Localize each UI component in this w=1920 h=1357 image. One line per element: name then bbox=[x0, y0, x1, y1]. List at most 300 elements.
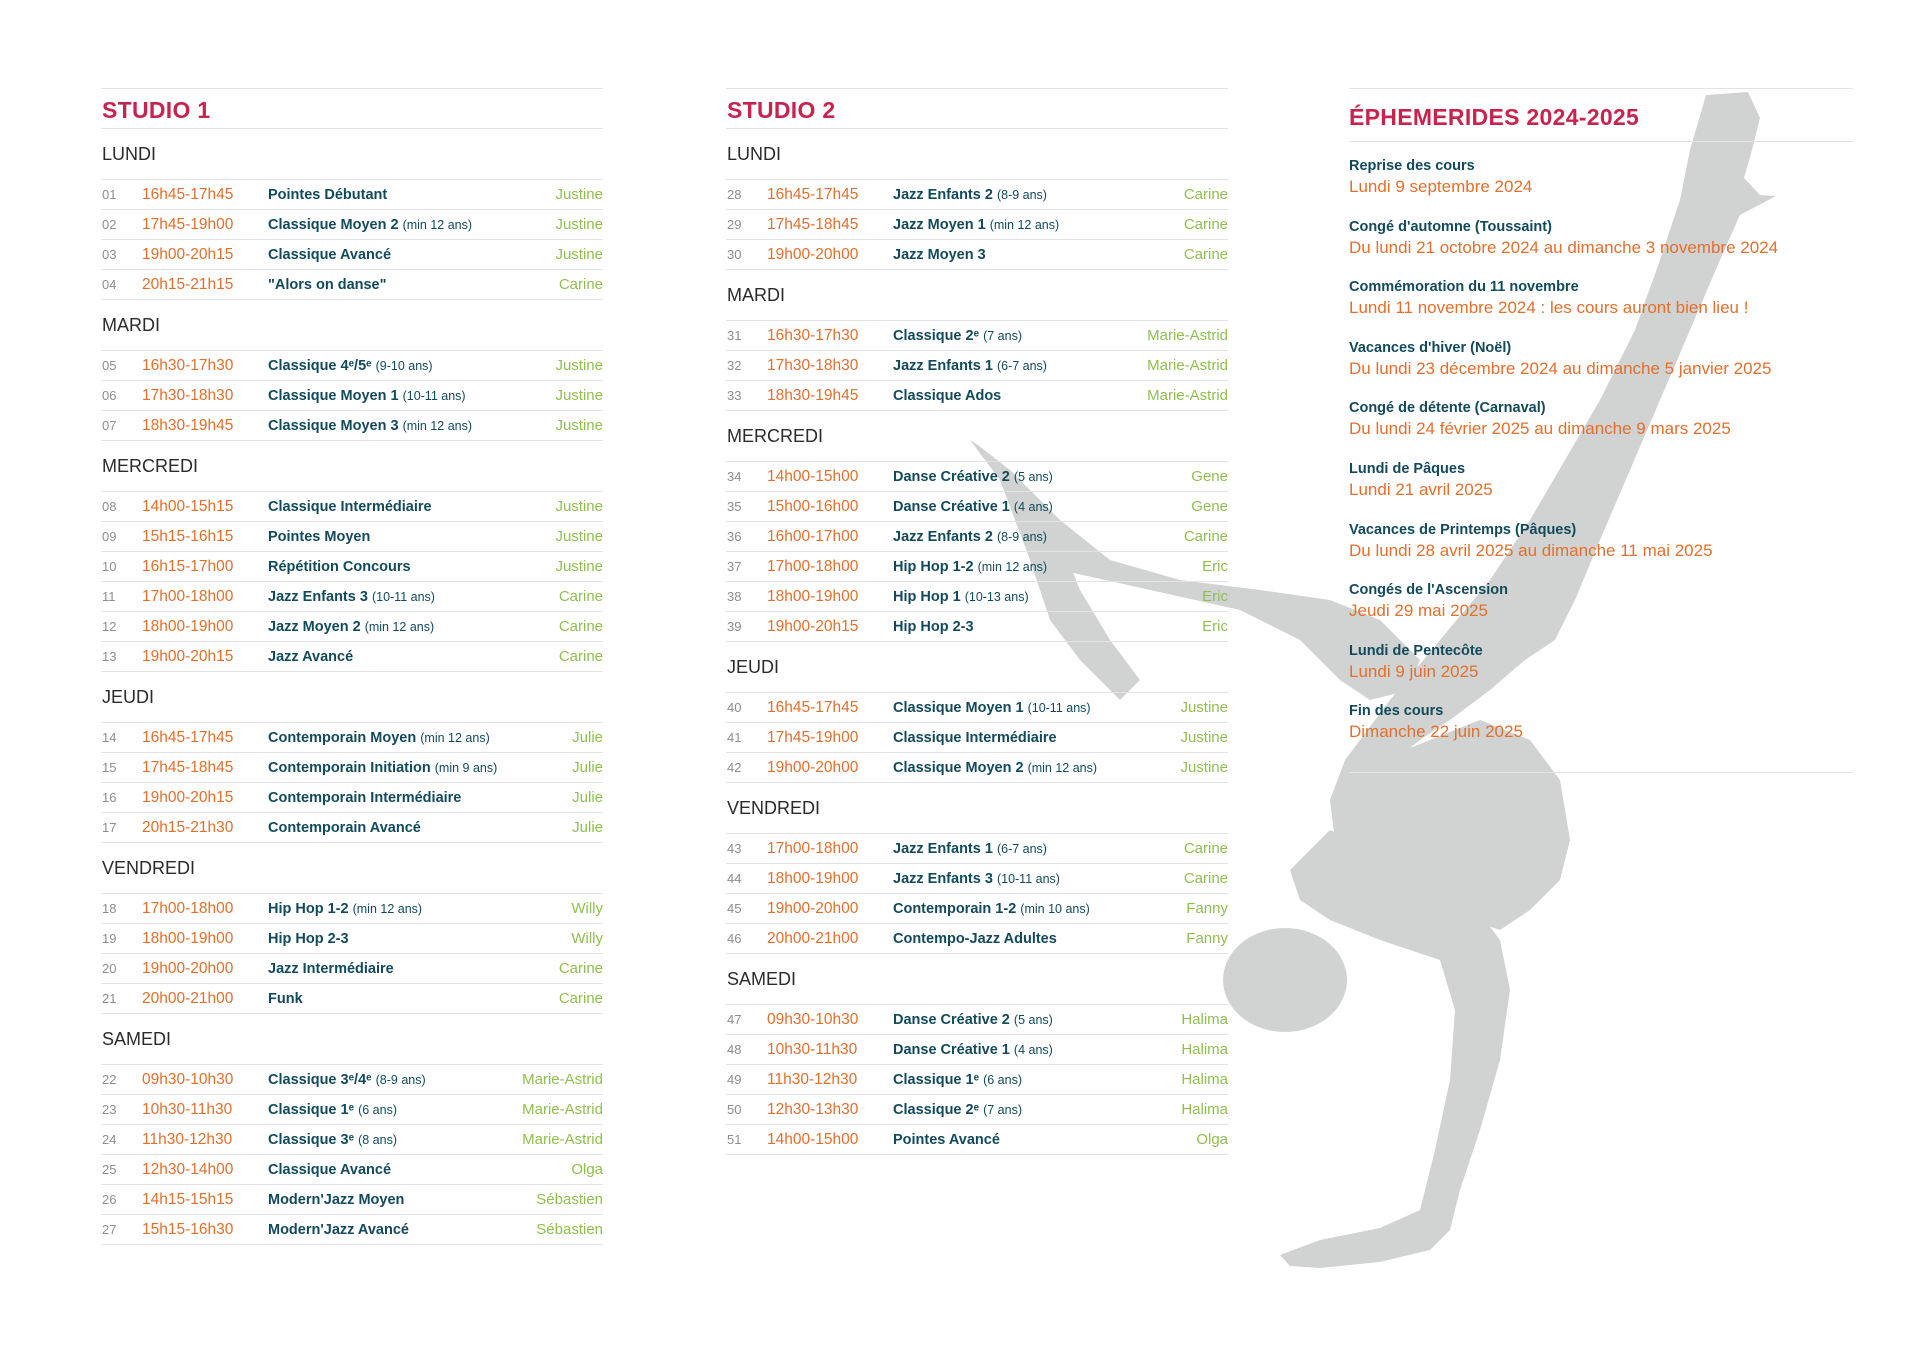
course-time: 19h00-20h00 bbox=[767, 899, 859, 917]
course-teacher: Julie bbox=[572, 819, 603, 836]
course-age: (4 ans) bbox=[1013, 1042, 1053, 1057]
course-name-cell bbox=[893, 559, 1202, 575]
course-age: (5 ans) bbox=[1013, 1012, 1053, 1027]
ephemeride-label: Commémoration du 11 novembre bbox=[1349, 279, 1579, 296]
course-number: 04 bbox=[102, 277, 117, 292]
course-time: 20h15-21h15 bbox=[142, 275, 234, 293]
course-name-cell bbox=[893, 247, 1184, 263]
course-number: 06 bbox=[102, 388, 117, 403]
course-age: (min 12 ans) bbox=[364, 619, 435, 634]
schedule-row bbox=[726, 894, 1228, 924]
schedule-row bbox=[101, 1215, 603, 1245]
course-name-cell bbox=[268, 1072, 522, 1088]
day-heading: LUNDI bbox=[726, 129, 1228, 180]
schedule-row bbox=[101, 180, 603, 210]
course-name-cell bbox=[893, 901, 1186, 917]
day-heading: MARDI bbox=[101, 300, 603, 351]
course-time: 14h00-15h00 bbox=[767, 467, 859, 485]
course-number: 24 bbox=[102, 1132, 117, 1147]
course-name: Contempo-Jazz Adultes bbox=[893, 930, 1057, 947]
course-number: 45 bbox=[727, 901, 742, 916]
course-age: (10-11 ans) bbox=[371, 589, 435, 604]
course-name-cell bbox=[893, 931, 1186, 947]
course-name: Jazz Moyen 2 bbox=[268, 618, 361, 635]
course-number: 27 bbox=[102, 1222, 117, 1237]
schedule-row bbox=[101, 552, 603, 582]
day-heading: JEUDI bbox=[726, 642, 1228, 693]
course-name: Contemporain Moyen bbox=[268, 729, 417, 746]
ephemerides-panel bbox=[1349, 88, 1853, 773]
course-name: Classique 2ᵉ bbox=[893, 327, 980, 344]
course-teacher: Fanny bbox=[1186, 900, 1228, 917]
ephemeride-item bbox=[1349, 701, 1853, 762]
course-time: 20h00-21h00 bbox=[767, 929, 859, 947]
course-age: (6-7 ans) bbox=[996, 358, 1047, 373]
ephemeride-item bbox=[1349, 520, 1853, 581]
course-teacher: Justine bbox=[555, 357, 603, 374]
studio-2-title: STUDIO 2 bbox=[726, 88, 1228, 129]
course-name-cell bbox=[268, 790, 572, 806]
course-time: 10h30-11h30 bbox=[142, 1100, 233, 1118]
course-number: 43 bbox=[727, 841, 742, 856]
course-teacher: Julie bbox=[572, 759, 603, 776]
course-time: 14h00-15h15 bbox=[142, 497, 234, 515]
schedule-row bbox=[101, 894, 603, 924]
course-time: 16h45-17h45 bbox=[142, 185, 234, 203]
course-name: Modern'Jazz Avancé bbox=[268, 1221, 409, 1238]
ephemeride-item bbox=[1349, 277, 1853, 338]
schedule-row bbox=[726, 492, 1228, 522]
ephemeride-item bbox=[1349, 580, 1853, 641]
course-age: (8 ans) bbox=[358, 1132, 397, 1147]
course-name-cell bbox=[893, 328, 1147, 344]
studio-2-days bbox=[726, 129, 1228, 1155]
course-name: Classique Moyen 2 bbox=[268, 216, 399, 233]
course-teacher: Justine bbox=[555, 186, 603, 203]
course-name-cell bbox=[268, 961, 559, 977]
schedule-row bbox=[101, 582, 603, 612]
course-time: 09h30-10h30 bbox=[142, 1070, 234, 1088]
course-name: Jazz Enfants 1 bbox=[893, 357, 993, 374]
course-age: (8-9 ans) bbox=[996, 187, 1047, 202]
schedule-row bbox=[101, 522, 603, 552]
course-name: Répétition Concours bbox=[268, 558, 411, 575]
course-teacher: Marie-Astrid bbox=[522, 1101, 603, 1118]
course-teacher: Justine bbox=[1180, 729, 1228, 746]
ephemeride-date: Jeudi 29 mai 2025 bbox=[1349, 601, 1488, 621]
course-time: 11h30-12h30 bbox=[142, 1130, 233, 1148]
course-time: 17h30-18h30 bbox=[142, 386, 234, 404]
course-number: 30 bbox=[727, 247, 742, 262]
course-name: Classique Moyen 1 bbox=[893, 699, 1024, 716]
course-age: (min 9 ans) bbox=[434, 760, 498, 775]
course-name-cell bbox=[268, 388, 555, 404]
schedule-row bbox=[726, 351, 1228, 381]
course-number: 25 bbox=[102, 1162, 117, 1177]
schedule-row bbox=[726, 924, 1228, 954]
course-name-cell bbox=[268, 991, 559, 1007]
course-age: (min 10 ans) bbox=[1020, 901, 1090, 916]
course-name: "Alors on danse" bbox=[268, 276, 387, 293]
course-number: 09 bbox=[102, 529, 117, 544]
course-number: 22 bbox=[102, 1072, 117, 1087]
course-teacher: Justine bbox=[555, 498, 603, 515]
course-number: 26 bbox=[102, 1192, 117, 1207]
course-age: (10-11 ans) bbox=[1027, 700, 1091, 715]
course-teacher: Carine bbox=[558, 276, 603, 293]
course-number: 20 bbox=[102, 961, 117, 976]
ephemeride-date: Du lundi 24 février 2025 au dimanche 9 mars 2025 bbox=[1349, 419, 1731, 439]
course-number: 40 bbox=[727, 700, 742, 715]
course-teacher: Halima bbox=[1181, 1011, 1228, 1028]
course-teacher: Justine bbox=[555, 417, 603, 434]
course-teacher: Sébastien bbox=[536, 1221, 603, 1238]
schedule-row bbox=[101, 1095, 603, 1125]
course-teacher: Marie-Astrid bbox=[522, 1131, 603, 1148]
schedule-row bbox=[726, 1005, 1228, 1035]
course-name-cell bbox=[268, 529, 555, 545]
course-name: Jazz Intermédiaire bbox=[268, 960, 394, 977]
course-age: (min 12 ans) bbox=[1027, 760, 1098, 775]
course-teacher: Carine bbox=[558, 648, 603, 665]
ephemeride-label: Vacances de Printemps (Pâques) bbox=[1349, 521, 1577, 538]
schedule-row bbox=[101, 240, 603, 270]
course-time: 19h00-20h15 bbox=[142, 245, 234, 263]
schedule-row bbox=[726, 210, 1228, 240]
course-age: (min 12 ans) bbox=[402, 418, 473, 433]
course-name: Hip Hop 2-3 bbox=[893, 618, 974, 635]
course-time: 11h30-12h30 bbox=[767, 1070, 858, 1088]
course-teacher: Carine bbox=[558, 588, 603, 605]
course-teacher: Carine bbox=[1183, 870, 1228, 887]
course-number: 29 bbox=[727, 217, 742, 232]
course-time: 09h30-10h30 bbox=[767, 1010, 859, 1028]
course-number: 49 bbox=[727, 1072, 742, 1087]
course-name: Contemporain 1-2 bbox=[893, 900, 1017, 917]
course-name: Jazz Enfants 2 bbox=[893, 528, 993, 545]
course-time: 18h30-19h45 bbox=[767, 386, 859, 404]
course-teacher: Eric bbox=[1202, 618, 1228, 635]
studio-1-title: STUDIO 1 bbox=[101, 88, 603, 129]
course-age: (8-9 ans) bbox=[375, 1072, 426, 1087]
schedule-row bbox=[726, 753, 1228, 783]
ephemeride-label: Congé d'automne (Toussaint) bbox=[1349, 218, 1552, 235]
course-name-cell bbox=[268, 1162, 571, 1178]
ephemeride-item bbox=[1349, 459, 1853, 520]
course-time: 16h30-17h30 bbox=[142, 356, 234, 374]
course-time: 14h15-15h15 bbox=[142, 1190, 234, 1208]
course-age: (8-9 ans) bbox=[996, 529, 1047, 544]
course-teacher: Halima bbox=[1181, 1041, 1228, 1058]
course-name-cell bbox=[268, 358, 555, 374]
studio-1-days bbox=[101, 129, 603, 1245]
course-teacher: Carine bbox=[1183, 528, 1228, 545]
schedule-row bbox=[101, 1185, 603, 1215]
course-teacher: Justine bbox=[555, 558, 603, 575]
course-age: (7 ans) bbox=[983, 328, 1022, 343]
schedule-row bbox=[101, 984, 603, 1014]
course-name: Danse Créative 2 bbox=[893, 468, 1010, 485]
course-teacher: Halima bbox=[1181, 1101, 1228, 1118]
course-name: Classique 2ᵉ bbox=[893, 1101, 980, 1118]
course-number: 11 bbox=[102, 589, 116, 604]
course-name: Classique 1ᵉ bbox=[893, 1071, 980, 1088]
course-time: 20h00-21h00 bbox=[142, 989, 234, 1007]
schedule-row bbox=[101, 954, 603, 984]
course-teacher: Justine bbox=[1180, 699, 1228, 716]
course-teacher: Justine bbox=[555, 387, 603, 404]
course-time: 12h30-13h30 bbox=[767, 1100, 859, 1118]
course-number: 34 bbox=[727, 469, 742, 484]
course-number: 44 bbox=[727, 871, 742, 886]
course-name-cell bbox=[893, 358, 1147, 374]
course-name-cell bbox=[893, 1132, 1196, 1148]
ephemeride-date: Du lundi 28 avril 2025 au dimanche 11 mai 2025 bbox=[1349, 540, 1713, 560]
course-time: 18h00-19h00 bbox=[767, 587, 859, 605]
course-name-cell bbox=[268, 1222, 536, 1238]
course-time: 16h30-17h30 bbox=[767, 326, 859, 344]
course-number: 03 bbox=[102, 247, 117, 262]
course-time: 17h30-18h30 bbox=[767, 356, 859, 374]
course-teacher: Marie-Astrid bbox=[1147, 327, 1228, 344]
course-number: 17 bbox=[102, 820, 117, 835]
course-teacher: Willy bbox=[571, 900, 603, 917]
ephemerides-title: ÉPHEMERIDES 2024-2025 bbox=[1349, 88, 1853, 142]
course-number: 50 bbox=[727, 1102, 742, 1117]
course-name-cell bbox=[893, 841, 1184, 857]
course-time: 19h00-20h15 bbox=[142, 647, 234, 665]
schedule-row bbox=[101, 210, 603, 240]
ephemeride-item bbox=[1349, 338, 1853, 399]
course-age: (6 ans) bbox=[358, 1102, 397, 1117]
course-name-cell bbox=[268, 247, 555, 263]
course-number: 42 bbox=[727, 760, 742, 775]
course-name: Danse Créative 1 bbox=[893, 498, 1010, 515]
course-age: (min 12 ans) bbox=[420, 730, 490, 745]
course-time: 19h00-20h00 bbox=[142, 959, 234, 977]
schedule-row bbox=[101, 783, 603, 813]
schedule-row bbox=[101, 1125, 603, 1155]
course-teacher: Julie bbox=[572, 789, 603, 806]
schedule-row bbox=[726, 834, 1228, 864]
ephemeride-item bbox=[1349, 641, 1853, 702]
course-teacher: Fanny bbox=[1186, 930, 1228, 947]
course-name-cell bbox=[268, 1192, 536, 1208]
course-teacher: Olga bbox=[571, 1161, 603, 1178]
course-time: 17h45-18h45 bbox=[767, 215, 859, 233]
course-name-cell bbox=[268, 820, 572, 836]
day-heading: VENDREDI bbox=[101, 843, 603, 894]
course-teacher: Justine bbox=[555, 528, 603, 545]
course-name: Jazz Enfants 3 bbox=[268, 588, 368, 605]
course-name: Pointes Moyen bbox=[268, 528, 371, 545]
course-name-cell bbox=[893, 187, 1184, 203]
course-number: 51 bbox=[727, 1132, 742, 1147]
course-name-cell bbox=[893, 730, 1180, 746]
course-name: Classique Moyen 1 bbox=[268, 387, 399, 404]
ephemeride-date: Lundi 21 avril 2025 bbox=[1349, 479, 1493, 499]
course-teacher: Marie-Astrid bbox=[522, 1071, 603, 1088]
course-time: 20h15-21h30 bbox=[142, 818, 234, 836]
day-heading: MERCREDI bbox=[101, 441, 603, 492]
course-name: Hip Hop 1 bbox=[893, 588, 961, 605]
course-name: Pointes Avancé bbox=[893, 1131, 1000, 1148]
day-heading: SAMEDI bbox=[726, 954, 1228, 1005]
ephemeride-item bbox=[1349, 156, 1853, 217]
course-number: 33 bbox=[727, 388, 742, 403]
course-teacher: Olga bbox=[1196, 1131, 1228, 1148]
studio-1-schedule bbox=[101, 88, 603, 1245]
course-number: 37 bbox=[727, 559, 742, 574]
course-time: 17h00-18h00 bbox=[142, 899, 234, 917]
course-time: 18h00-19h00 bbox=[142, 929, 234, 947]
schedule-row bbox=[101, 381, 603, 411]
course-time: 18h00-19h00 bbox=[767, 869, 859, 887]
course-name-cell bbox=[268, 217, 555, 233]
course-name-cell bbox=[268, 931, 571, 947]
course-name-cell bbox=[268, 418, 555, 434]
course-teacher: Justine bbox=[1180, 759, 1228, 776]
course-number: 32 bbox=[727, 358, 742, 373]
course-number: 13 bbox=[102, 649, 117, 664]
ephemeride-date: Du lundi 21 octobre 2024 au dimanche 3 novembre 2024 bbox=[1349, 237, 1779, 257]
ephemeride-date: Dimanche 22 juin 2025 bbox=[1349, 722, 1523, 742]
course-name: Jazz Enfants 2 bbox=[893, 186, 993, 203]
course-name: Jazz Enfants 1 bbox=[893, 840, 993, 857]
course-number: 39 bbox=[727, 619, 742, 634]
course-time: 10h30-11h30 bbox=[767, 1040, 858, 1058]
course-time: 15h15-16h15 bbox=[142, 527, 234, 545]
schedule-row bbox=[726, 552, 1228, 582]
course-age: (min 12 ans) bbox=[402, 217, 473, 232]
schedule-row bbox=[101, 1155, 603, 1185]
schedule-row bbox=[101, 270, 603, 300]
course-name-cell bbox=[268, 277, 559, 293]
course-time: 19h00-20h00 bbox=[767, 245, 859, 263]
ephemeride-date: Lundi 9 juin 2025 bbox=[1349, 661, 1479, 681]
course-name: Classique Avancé bbox=[268, 1161, 392, 1178]
course-name: Pointes Débutant bbox=[268, 186, 388, 203]
day-heading: JEUDI bbox=[101, 672, 603, 723]
ephemeride-date: Lundi 9 septembre 2024 bbox=[1349, 177, 1533, 196]
schedule-row bbox=[726, 180, 1228, 210]
schedule-row bbox=[726, 1065, 1228, 1095]
course-teacher: Justine bbox=[555, 216, 603, 233]
course-teacher: Halima bbox=[1181, 1071, 1228, 1088]
course-age: (10-11 ans) bbox=[996, 871, 1060, 886]
course-time: 19h00-20h15 bbox=[142, 788, 234, 806]
course-time: 17h45-19h00 bbox=[767, 728, 859, 746]
course-name: Classique Moyen 2 bbox=[893, 759, 1024, 776]
course-age: (5 ans) bbox=[1013, 469, 1053, 484]
day-heading: SAMEDI bbox=[101, 1014, 603, 1065]
schedule-row bbox=[101, 924, 603, 954]
course-name: Classique 4ᵉ/5ᵉ bbox=[268, 357, 372, 374]
course-name: Classique Intermédiaire bbox=[893, 729, 1057, 746]
course-name: Classique 1ᵉ bbox=[268, 1101, 355, 1118]
course-name-cell bbox=[893, 499, 1191, 515]
course-teacher: Justine bbox=[555, 246, 603, 263]
course-number: 08 bbox=[102, 499, 117, 514]
schedule-row bbox=[101, 351, 603, 381]
course-name: Classique Intermédiaire bbox=[268, 498, 432, 515]
course-number: 12 bbox=[102, 619, 117, 634]
course-name: Hip Hop 1-2 bbox=[268, 900, 349, 917]
course-number: 02 bbox=[102, 217, 117, 232]
course-name: Jazz Moyen 1 bbox=[893, 216, 986, 233]
schedule-row bbox=[101, 492, 603, 522]
ephemeride-date: Du lundi 23 décembre 2024 au dimanche 5 janvier 2025 bbox=[1349, 358, 1772, 378]
schedule-row bbox=[101, 612, 603, 642]
course-time: 17h00-18h00 bbox=[142, 587, 234, 605]
course-time: 19h00-20h15 bbox=[767, 617, 859, 635]
course-number: 01 bbox=[102, 187, 117, 202]
schedule-row bbox=[726, 864, 1228, 894]
course-teacher: Gene bbox=[1191, 498, 1228, 515]
course-number: 19 bbox=[102, 931, 117, 946]
ephemeride-label: Lundi de Pâques bbox=[1349, 460, 1466, 477]
course-name-cell bbox=[893, 388, 1147, 404]
ephemeride-date: Lundi 11 novembre 2024 : les cours auront bien lieu ! bbox=[1349, 298, 1749, 318]
course-time: 14h00-15h00 bbox=[767, 1130, 859, 1148]
schedule-row bbox=[726, 1035, 1228, 1065]
course-number: 48 bbox=[727, 1042, 742, 1057]
course-teacher: Carine bbox=[558, 990, 603, 1007]
course-name-cell bbox=[268, 619, 559, 635]
course-number: 10 bbox=[102, 559, 117, 574]
course-teacher: Marie-Astrid bbox=[1147, 357, 1228, 374]
course-teacher: Eric bbox=[1202, 558, 1228, 575]
course-number: 15 bbox=[102, 760, 117, 775]
course-time: 15h00-16h00 bbox=[767, 497, 859, 515]
course-name-cell bbox=[268, 649, 559, 665]
course-name: Classique Moyen 3 bbox=[268, 417, 399, 434]
course-number: 38 bbox=[727, 589, 742, 604]
course-time: 16h00-17h00 bbox=[767, 527, 859, 545]
course-name-cell bbox=[268, 1132, 522, 1148]
schedule-row bbox=[726, 693, 1228, 723]
day-heading: MERCREDI bbox=[726, 411, 1228, 462]
course-name-cell bbox=[893, 217, 1184, 233]
course-number: 07 bbox=[102, 418, 117, 433]
course-name: Classique Avancé bbox=[268, 246, 392, 263]
course-time: 16h45-17h45 bbox=[767, 185, 859, 203]
course-name: Jazz Enfants 3 bbox=[893, 870, 993, 887]
schedule-row bbox=[101, 813, 603, 843]
course-time: 16h15-17h00 bbox=[142, 557, 234, 575]
course-name: Contemporain Intermédiaire bbox=[268, 789, 462, 806]
course-teacher: Carine bbox=[558, 960, 603, 977]
course-time: 17h00-18h00 bbox=[767, 557, 859, 575]
course-teacher: Julie bbox=[572, 729, 603, 746]
day-heading: LUNDI bbox=[101, 129, 603, 180]
course-name: Jazz Avancé bbox=[268, 648, 354, 665]
course-name: Contemporain Initiation bbox=[268, 759, 431, 776]
course-teacher: Carine bbox=[1183, 246, 1228, 263]
course-name-cell bbox=[268, 730, 572, 746]
course-name-cell bbox=[893, 1042, 1181, 1058]
ephemeride-item bbox=[1349, 217, 1853, 278]
ephemeride-label: Lundi de Pentecôte bbox=[1349, 642, 1483, 659]
course-age: (min 12 ans) bbox=[977, 559, 1048, 574]
studio-2-schedule bbox=[726, 88, 1228, 1155]
schedule-row bbox=[101, 642, 603, 672]
schedule-row bbox=[726, 612, 1228, 642]
course-name-cell bbox=[268, 499, 555, 515]
course-name: Contemporain Avancé bbox=[268, 819, 421, 836]
course-number: 36 bbox=[727, 529, 742, 544]
schedule-row bbox=[726, 240, 1228, 270]
